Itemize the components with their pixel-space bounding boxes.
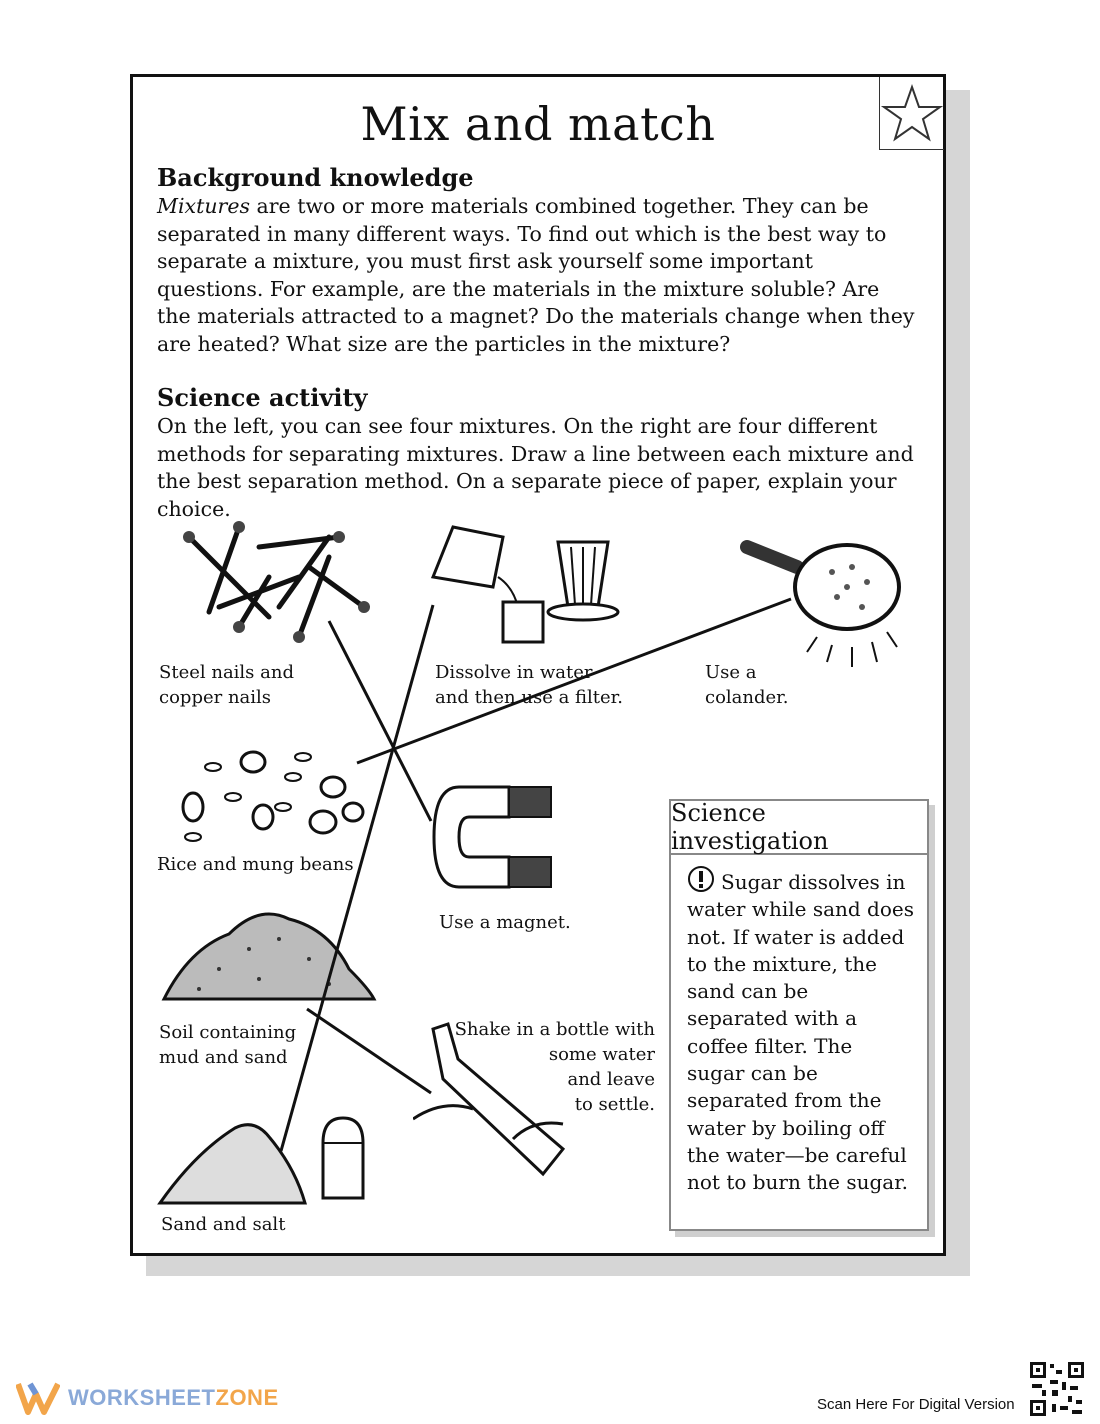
science-investigation-box — [669, 799, 929, 1231]
investigation-heading: Science investigation — [671, 801, 927, 855]
investigation-body: Sugar dissolves in water while sand does not. If water is added to the mixture, the sand can be separated with a coffee filter. The sugar can be separated from the water by boiling off the water—be careful not to burn the sugar. — [687, 870, 914, 1195]
worksheetzone-mark-icon — [16, 1380, 60, 1416]
label-colander-line-2: colander. — [705, 687, 789, 708]
worksheetzone-logo[interactable] — [16, 1380, 279, 1416]
brand-name — [68, 1385, 279, 1411]
background-body: are two or more materials combined together. They can be separated in many different ways. To find out which is the best way to separate a mixture, you must first ask yourself some important questions. For example, are the materials in the mixture soluble? Are the materials attracted to a magnet? Do the materials change when they are heated? What size are the particles in the mixture? — [157, 194, 915, 356]
activity-heading: Science activity — [157, 383, 368, 412]
investigation-text — [671, 855, 927, 1197]
line-rice-colander — [357, 599, 791, 763]
label-magnet: Use a magnet. — [439, 912, 571, 933]
qr-icon[interactable] — [1028, 1360, 1086, 1418]
label-shake-line-1: Shake in a bottle with — [454, 1019, 655, 1040]
label-soil-line-1: Soil containing — [159, 1022, 297, 1043]
page-title: Mix and match — [360, 97, 716, 151]
brand-part-b: ZONE — [215, 1385, 279, 1410]
line-sand-dissolve — [281, 605, 433, 1151]
label-colander-line-1: Use a — [705, 662, 757, 683]
label-shake-line-4: to settle. — [574, 1094, 655, 1115]
mixtures-term: Mixtures — [157, 194, 251, 218]
activity-text: On the left, you can see four mixtures. On the right are four different methods for separating mixtures. Draw a line between each mixture and the best separation method. On a separate piece of paper, explain your choice. — [157, 414, 914, 521]
label-shake-line-2: some water — [548, 1044, 655, 1065]
label-shake-line-3: and leave — [567, 1069, 655, 1090]
brand-part-a: WORKSHEET — [68, 1385, 216, 1410]
label-rice: Rice and mung beans — [157, 854, 354, 875]
label-dissolve-line-2: and then use a filter. — [435, 687, 624, 708]
label-nails-line-2: copper nails — [159, 687, 272, 708]
label-sand: Sand and salt — [161, 1214, 286, 1235]
worksheet-page — [130, 74, 946, 1256]
scan-caption: Scan Here For Digital Version — [817, 1396, 1015, 1413]
label-dissolve-line-1: Dissolve in water — [435, 662, 593, 683]
line-soil-shake — [307, 1009, 431, 1093]
label-soil-line-2: mud and sand — [159, 1047, 288, 1068]
alert-icon — [687, 865, 715, 893]
label-nails-line-1: Steel nails and — [159, 662, 294, 683]
background-heading: Background knowledge — [157, 163, 474, 192]
